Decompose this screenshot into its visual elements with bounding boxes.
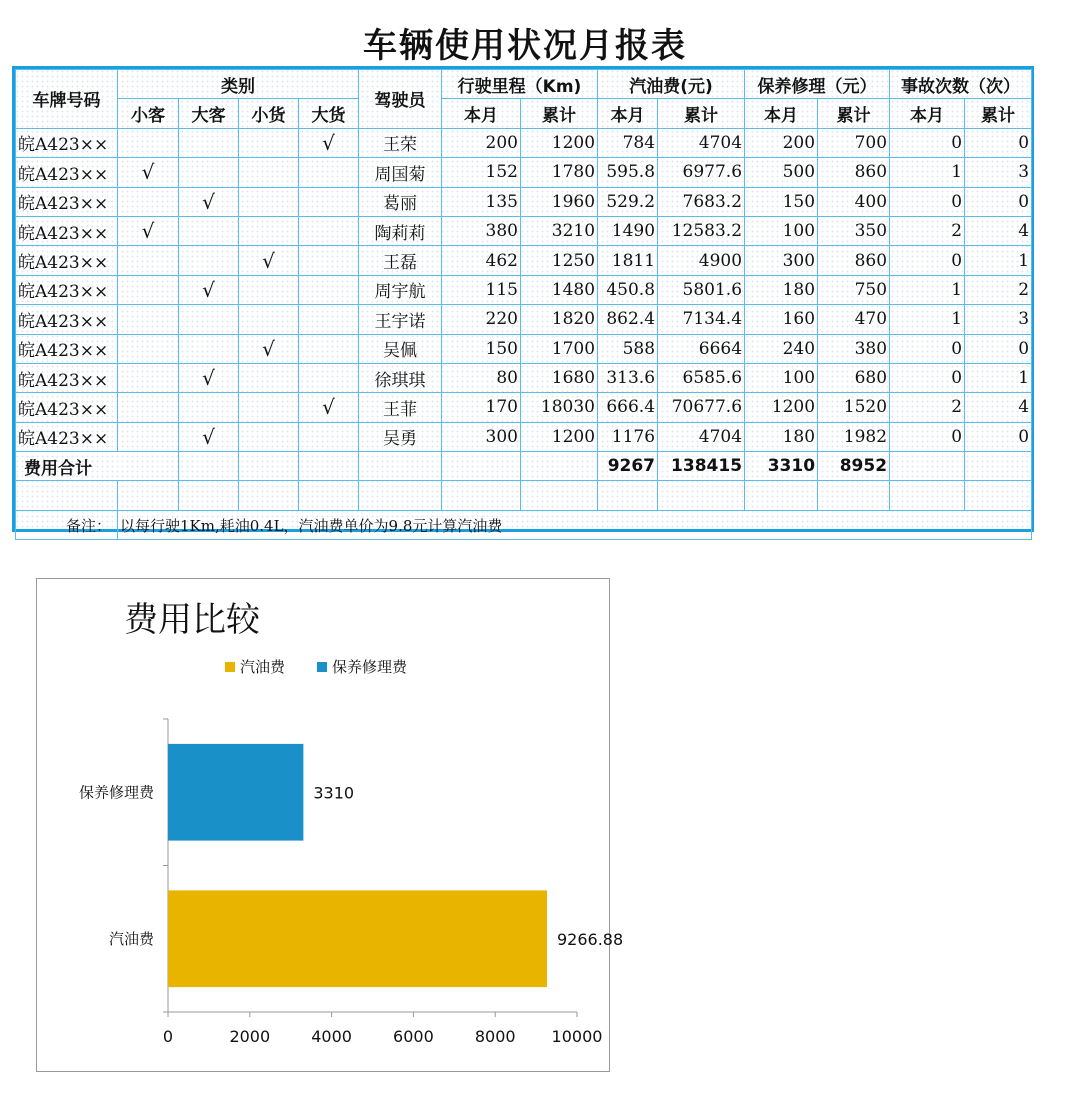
totals-row (16, 452, 1032, 481)
table-row (16, 305, 1032, 334)
small-car-check (118, 305, 179, 334)
accidents-month-cell: 0 (890, 363, 965, 392)
category-truck-header: 大货 (299, 99, 359, 128)
mileage-month-cell: 300 (442, 422, 521, 451)
fuel-cumulative-cell: 7134.4 (658, 305, 745, 334)
mileage-month-cell: 380 (442, 216, 521, 245)
truck-check (299, 158, 359, 187)
table-row (16, 128, 1032, 157)
accidents-cumulative-cell: 3 (965, 305, 1032, 334)
bus-check (179, 393, 239, 422)
fuel-cumulative-cell: 12583.2 (658, 216, 745, 245)
fuel-month-cell: 313.6 (598, 363, 658, 392)
bar-fuel (168, 890, 547, 987)
small-truck-check: √ (239, 334, 299, 363)
driver-cell: 王宇诺 (359, 305, 442, 334)
maintenance-cumulative-cell: 400 (818, 187, 890, 216)
small-car-check (118, 187, 179, 216)
category-bus-header: 大客 (179, 99, 239, 128)
accidents-cumulative-cell: 1 (965, 363, 1032, 392)
small-truck-check (239, 187, 299, 216)
bus-check (179, 158, 239, 187)
fuel-month-cell: 588 (598, 334, 658, 363)
category-label: 保养修理费 (78, 783, 154, 802)
fuel-month-cell: 529.2 (598, 187, 658, 216)
mileage-cumulative-cell: 1960 (521, 187, 598, 216)
accidents-month-cell: 0 (890, 246, 965, 275)
accidents-month-header: 本月 (890, 99, 965, 128)
truck-check (299, 305, 359, 334)
report-sheet (12, 66, 1034, 535)
maintenance-cumulative-cell: 470 (818, 305, 890, 334)
maintenance-month-header: 本月 (745, 99, 818, 128)
accidents-cumulative-cell: 0 (965, 128, 1032, 157)
plate-cell: 皖A423×× (16, 305, 118, 334)
mileage-cumulative-cell: 1200 (521, 128, 598, 157)
totals-label: 费用合计 (16, 452, 179, 481)
accidents-cumulative-cell: 4 (965, 393, 1032, 422)
maintenance-month-cell: 100 (745, 363, 818, 392)
small-truck-check (239, 422, 299, 451)
mileage-cumulative-cell: 1250 (521, 246, 598, 275)
mileage-month-cell: 115 (442, 275, 521, 304)
fuel-cumulative-cell: 4704 (658, 128, 745, 157)
table-row (16, 158, 1032, 187)
maintenance-cumulative-cell: 860 (818, 246, 890, 275)
driver-cell: 周国菊 (359, 158, 442, 187)
mileage-month-cell: 170 (442, 393, 521, 422)
maintenance-month-cell: 180 (745, 275, 818, 304)
bus-check: √ (179, 363, 239, 392)
accidents-month-cell: 0 (890, 128, 965, 157)
fuel-month-cell: 450.8 (598, 275, 658, 304)
mileage-month-cell: 200 (442, 128, 521, 157)
small-truck-check (239, 305, 299, 334)
plate-cell: 皖A423×× (16, 275, 118, 304)
maintenance-month-cell: 200 (745, 128, 818, 157)
mileage-cumulative-cell: 18030 (521, 393, 598, 422)
category-header: 类别 (118, 70, 359, 99)
mileage-month-cell: 80 (442, 363, 521, 392)
x-tick-label: 2000 (229, 1027, 271, 1046)
truck-check: √ (299, 393, 359, 422)
category-label: 汽油费 (108, 929, 154, 948)
fuel-month-cell: 862.4 (598, 305, 658, 334)
table-row (16, 363, 1032, 392)
mileage-cumulative-cell: 1820 (521, 305, 598, 334)
truck-check (299, 334, 359, 363)
bus-check: √ (179, 275, 239, 304)
small-car-check (118, 363, 179, 392)
chart-canvas (37, 579, 624, 1073)
accidents-cumulative-header: 累计 (965, 99, 1032, 128)
small-car-check (118, 275, 179, 304)
legend-swatch (317, 662, 327, 672)
driver-cell: 徐琪琪 (359, 363, 442, 392)
small-car-check (118, 246, 179, 275)
plate-cell: 皖A423×× (16, 216, 118, 245)
accidents-cumulative-cell: 4 (965, 216, 1032, 245)
bus-check (179, 246, 239, 275)
accidents-header: 事故次数（次） (890, 70, 1032, 99)
plate-cell: 皖A423×× (16, 363, 118, 392)
table-row (16, 393, 1032, 422)
table-body (16, 128, 1032, 451)
small-car-check (118, 334, 179, 363)
small-car-check: √ (118, 158, 179, 187)
plate-cell: 皖A423×× (16, 334, 118, 363)
maintenance-month-cell: 150 (745, 187, 818, 216)
mileage-month-cell: 150 (442, 334, 521, 363)
accidents-month-cell: 1 (890, 305, 965, 334)
mileage-month-cell: 152 (442, 158, 521, 187)
maintenance-cumulative-cell: 1982 (818, 422, 890, 451)
maintenance-month-cell: 300 (745, 246, 818, 275)
fuel-cumulative-header: 累计 (658, 99, 745, 128)
driver-cell: 陶莉莉 (359, 216, 442, 245)
driver-cell: 吴勇 (359, 422, 442, 451)
plate-cell: 皖A423×× (16, 158, 118, 187)
accidents-cumulative-cell: 2 (965, 275, 1032, 304)
fuel-cumulative-cell: 70677.6 (658, 393, 745, 422)
accidents-month-cell: 1 (890, 275, 965, 304)
fuel-cumulative-total: 138415 (658, 452, 745, 481)
maintenance-month-cell: 160 (745, 305, 818, 334)
driver-cell: 葛丽 (359, 187, 442, 216)
maintenance-month-total: 3310 (745, 452, 818, 481)
plate-cell: 皖A423×× (16, 393, 118, 422)
maintenance-month-cell: 500 (745, 158, 818, 187)
bus-check: √ (179, 187, 239, 216)
fuel-month-cell: 1811 (598, 246, 658, 275)
mileage-cumulative-cell: 1480 (521, 275, 598, 304)
small-car-check: √ (118, 216, 179, 245)
accidents-cumulative-cell: 3 (965, 158, 1032, 187)
header-row-1 (16, 70, 1032, 99)
maintenance-cumulative-header: 累计 (818, 99, 890, 128)
report-table (15, 69, 1032, 540)
bus-check: √ (179, 422, 239, 451)
maintenance-month-cell: 100 (745, 216, 818, 245)
fuel-cumulative-cell: 6977.6 (658, 158, 745, 187)
accidents-cumulative-cell: 0 (965, 334, 1032, 363)
fuel-cumulative-cell: 7683.2 (658, 187, 745, 216)
table-row (16, 216, 1032, 245)
note-row (16, 510, 1032, 539)
x-tick-label: 4000 (311, 1027, 352, 1046)
maintenance-cumulative-cell: 860 (818, 158, 890, 187)
mileage-month-cell: 462 (442, 246, 521, 275)
bus-check (179, 216, 239, 245)
accidents-month-cell: 1 (890, 158, 965, 187)
fuel-cumulative-cell: 6585.6 (658, 363, 745, 392)
mileage-month-header: 本月 (442, 99, 521, 128)
driver-cell: 王菲 (359, 393, 442, 422)
maintenance-month-cell: 180 (745, 422, 818, 451)
category-small-truck-header: 小货 (239, 99, 299, 128)
fuel-month-cell: 1176 (598, 422, 658, 451)
fuel-month-total: 9267 (598, 452, 658, 481)
small-truck-check (239, 393, 299, 422)
table-row (16, 422, 1032, 451)
fuel-month-cell: 784 (598, 128, 658, 157)
fuel-month-header: 本月 (598, 99, 658, 128)
mileage-cumulative-cell: 1700 (521, 334, 598, 363)
accidents-cumulative-cell: 0 (965, 187, 1032, 216)
small-truck-check (239, 216, 299, 245)
accidents-month-cell: 0 (890, 334, 965, 363)
fuel-cumulative-cell: 4900 (658, 246, 745, 275)
legend-label: 汽油费 (240, 658, 286, 676)
blank-row (16, 481, 1032, 510)
plate-header: 车牌号码 (16, 70, 118, 129)
x-tick-label: 6000 (393, 1027, 434, 1046)
truck-check: √ (299, 128, 359, 157)
mileage-header: 行驶里程（Km) (442, 70, 598, 99)
data-label: 3310 (313, 783, 355, 803)
accidents-month-cell: 0 (890, 187, 965, 216)
maintenance-cumulative-cell: 750 (818, 275, 890, 304)
fuel-header: 汽油费(元) (598, 70, 745, 99)
data-label: 9266.88 (557, 929, 624, 949)
accidents-cumulative-cell: 0 (965, 422, 1032, 451)
chart-legend (225, 658, 408, 676)
fuel-cumulative-cell: 4704 (658, 422, 745, 451)
truck-check (299, 246, 359, 275)
x-tick-label: 10000 (551, 1027, 603, 1046)
plate-cell: 皖A423×× (16, 187, 118, 216)
driver-cell: 王荣 (359, 128, 442, 157)
x-tick-label: 8000 (474, 1027, 516, 1046)
note-text: 以每行驶1Km,耗油0.4L，汽油费单价为9.8元计算汽油费 (118, 510, 1032, 539)
small-truck-check: √ (239, 246, 299, 275)
maintenance-month-cell: 240 (745, 334, 818, 363)
cost-comparison-chart (36, 578, 624, 1072)
maintenance-cumulative-cell: 680 (818, 363, 890, 392)
small-truck-check (239, 128, 299, 157)
mileage-cumulative-cell: 3210 (521, 216, 598, 245)
accidents-month-cell: 0 (890, 422, 965, 451)
table-row (16, 334, 1032, 363)
note-label: 备注： (16, 510, 118, 539)
accidents-month-cell: 2 (890, 216, 965, 245)
report-title: 车辆使用状况月报表 (363, 26, 687, 66)
small-car-check (118, 422, 179, 451)
bus-check (179, 334, 239, 363)
small-truck-check (239, 363, 299, 392)
chart-plot-area (79, 719, 623, 1046)
driver-cell: 周宇航 (359, 275, 442, 304)
mileage-cumulative-cell: 1780 (521, 158, 598, 187)
plate-cell: 皖A423×× (16, 246, 118, 275)
mileage-cumulative-cell: 1200 (521, 422, 598, 451)
maintenance-month-cell: 1200 (745, 393, 818, 422)
truck-check (299, 187, 359, 216)
x-tick-label: 0 (162, 1027, 174, 1046)
maintenance-header: 保养修理（元） (745, 70, 890, 99)
bus-check (179, 305, 239, 334)
small-truck-check (239, 275, 299, 304)
accidents-month-cell: 2 (890, 393, 965, 422)
table-row (16, 246, 1032, 275)
truck-check (299, 275, 359, 304)
table-row (16, 275, 1032, 304)
truck-check (299, 363, 359, 392)
mileage-cumulative-header: 累计 (521, 99, 598, 128)
small-truck-check (239, 158, 299, 187)
mileage-month-cell: 220 (442, 305, 521, 334)
driver-cell: 王磊 (359, 246, 442, 275)
small-car-check (118, 128, 179, 157)
header-row-2 (16, 99, 1032, 128)
fuel-cumulative-cell: 6664 (658, 334, 745, 363)
driver-header: 驾驶员 (359, 70, 442, 129)
maintenance-cumulative-cell: 1520 (818, 393, 890, 422)
accidents-cumulative-cell: 1 (965, 246, 1032, 275)
chart-title: 费用比较 (124, 600, 260, 640)
legend-swatch (225, 662, 235, 672)
maintenance-cumulative-total: 8952 (818, 452, 890, 481)
fuel-cumulative-cell: 5801.6 (658, 275, 745, 304)
fuel-month-cell: 1490 (598, 216, 658, 245)
bus-check (179, 128, 239, 157)
fuel-month-cell: 595.8 (598, 158, 658, 187)
maintenance-cumulative-cell: 700 (818, 128, 890, 157)
bar-maintenance (168, 744, 303, 841)
maintenance-cumulative-cell: 380 (818, 334, 890, 363)
plate-cell: 皖A423×× (16, 422, 118, 451)
plate-cell: 皖A423×× (16, 128, 118, 157)
legend-label: 保养修理费 (332, 658, 408, 676)
truck-check (299, 422, 359, 451)
small-car-check (118, 393, 179, 422)
driver-cell: 吴佩 (359, 334, 442, 363)
fuel-month-cell: 666.4 (598, 393, 658, 422)
table-row (16, 187, 1032, 216)
truck-check (299, 216, 359, 245)
category-small-car-header: 小客 (118, 99, 179, 128)
mileage-month-cell: 135 (442, 187, 521, 216)
mileage-cumulative-cell: 1680 (521, 363, 598, 392)
maintenance-cumulative-cell: 350 (818, 216, 890, 245)
